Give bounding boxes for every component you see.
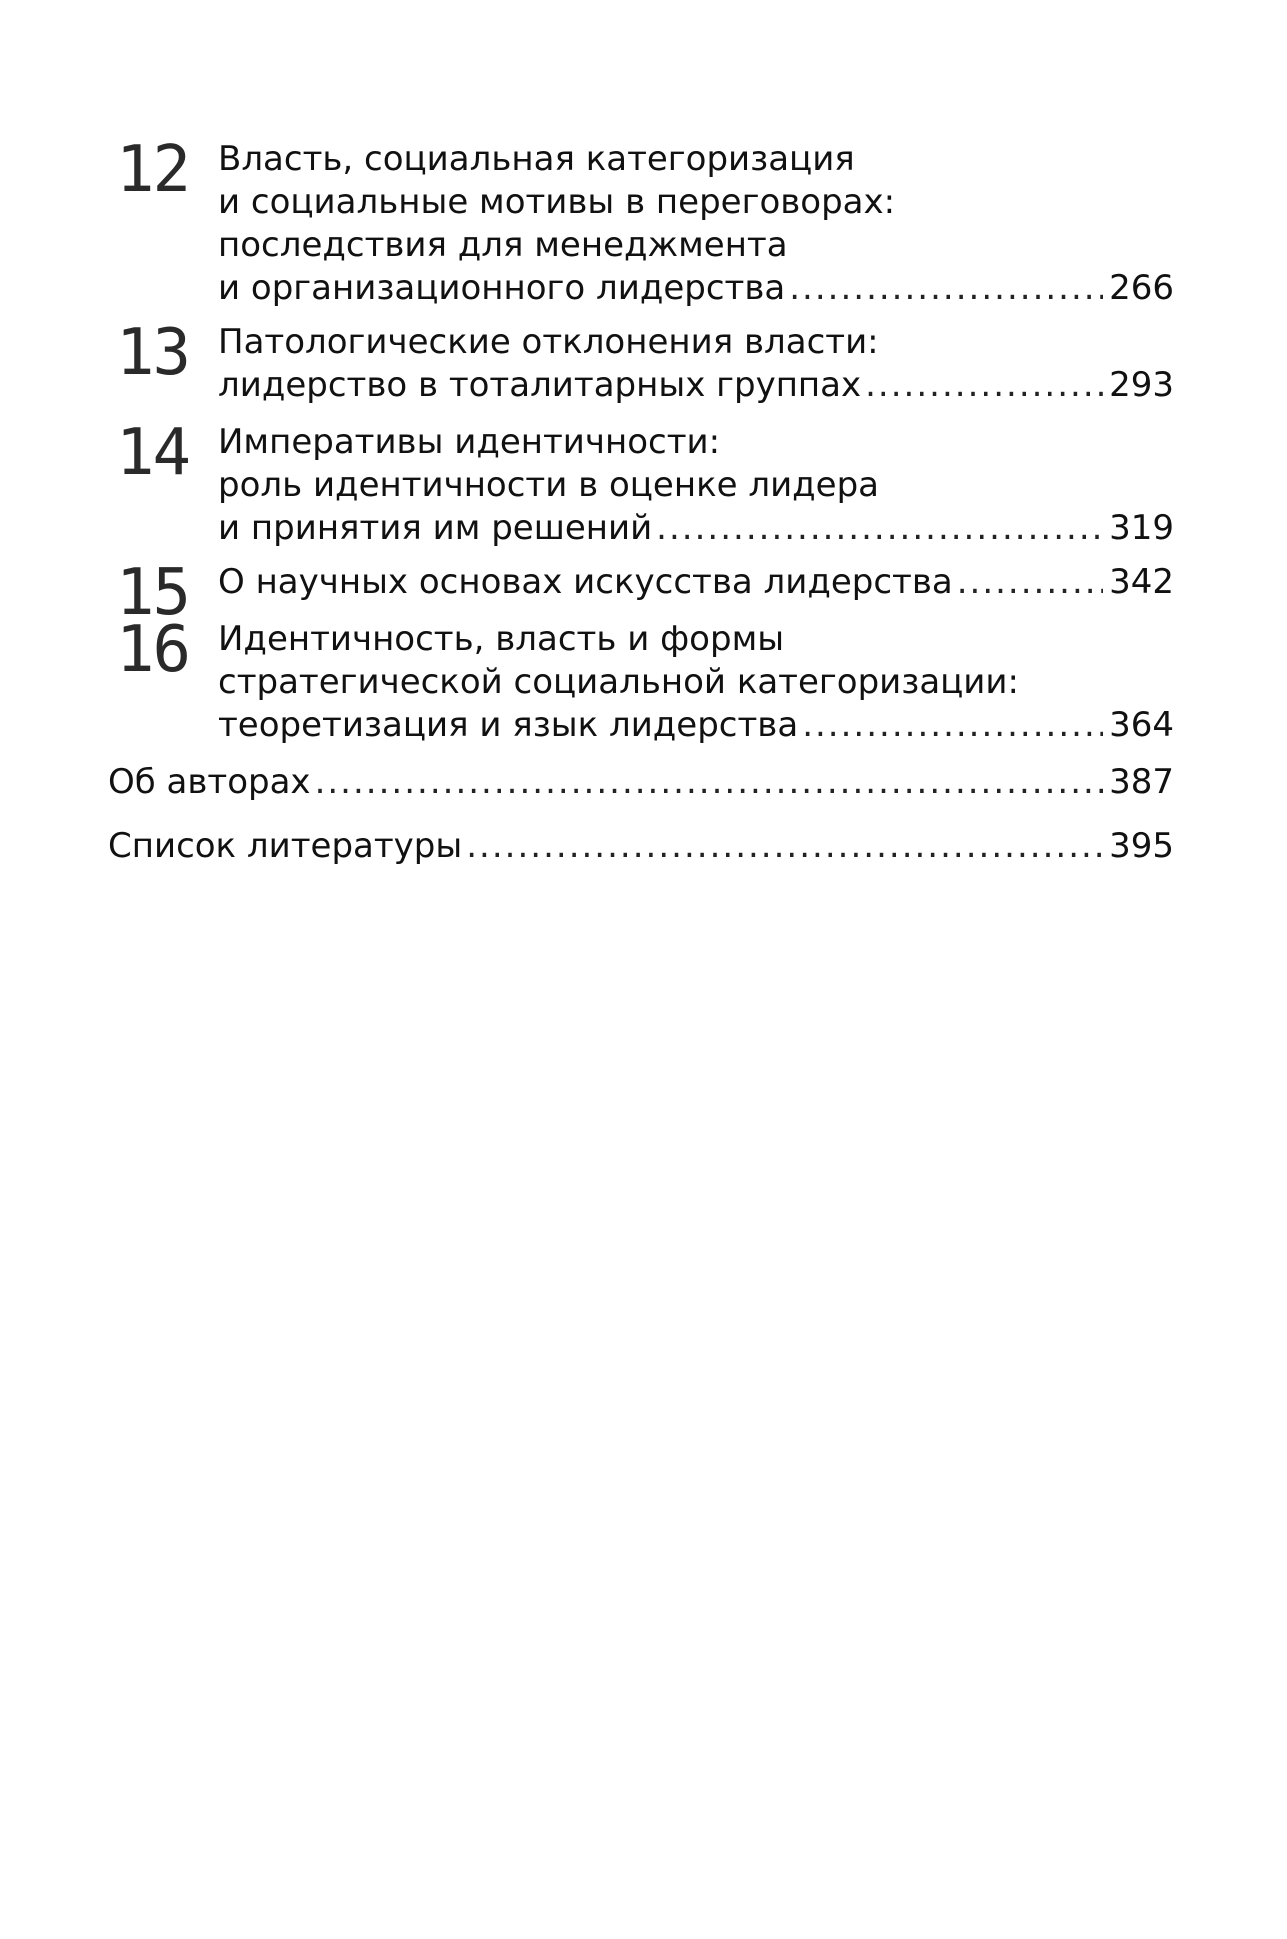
dot-leader: [865, 364, 1103, 407]
entry-title-line: [218, 561, 1174, 604]
page-number: 266: [1109, 268, 1174, 308]
entry-title-text: Идентичность, власть и формы: [218, 619, 785, 659]
entry-title-line: [218, 321, 1174, 364]
page-number: 319: [1109, 508, 1174, 548]
toc-entry-chapter-13[interactable]: [108, 316, 1174, 407]
entry-title-text: последствия для менеджмента: [218, 225, 788, 265]
chapter-number: 14: [116, 416, 190, 490]
entry-title-text: Патологические отклонения власти:: [218, 322, 879, 362]
page-number: 387: [1109, 762, 1174, 802]
page-number: 342: [1109, 562, 1174, 602]
entry-title-text: лидерство в тоталитарных группах: [218, 365, 862, 405]
dot-leader: [957, 561, 1103, 604]
entry-title-line: [218, 464, 1174, 507]
toc-entry-chapter-14[interactable]: [108, 416, 1174, 550]
dot-leader: [656, 507, 1103, 550]
entry-title-line: [218, 181, 1174, 224]
entry-title-text: О научных основах искусства лидерства: [218, 562, 953, 602]
page-number: 395: [1109, 826, 1174, 866]
entry-title-line: [218, 364, 1174, 407]
entry-title-line: [218, 138, 1174, 181]
chapter-number: 13: [116, 316, 190, 390]
entry-title-text: теоретизация и язык лидерства: [218, 705, 799, 745]
toc-entry-chapter-12[interactable]: [108, 133, 1174, 310]
entry-title-line: [218, 618, 1174, 661]
entry-title-line: [218, 421, 1174, 464]
entry-title-line: [218, 704, 1174, 747]
entry-title-text: Список литературы: [108, 826, 463, 866]
toc-entry-references[interactable]: [108, 825, 1174, 868]
dot-leader: [802, 704, 1103, 747]
chapter-number: 12: [116, 133, 190, 207]
page-number: 364: [1109, 705, 1174, 745]
dot-leader: [789, 267, 1103, 310]
entry-title-line: [218, 224, 1174, 267]
entry-title-text: роль идентичности в оценке лидера: [218, 465, 880, 505]
toc-entry-about-authors[interactable]: [108, 761, 1174, 804]
entry-title-text: стратегической социальной категоризации:: [218, 662, 1019, 702]
entry-title-text: Об авторах: [108, 762, 311, 802]
toc-entry-chapter-15[interactable]: [108, 556, 1174, 630]
table-of-contents: [108, 133, 1174, 868]
entry-title-text: Власть, социальная категоризация: [218, 139, 855, 179]
dot-leader: [315, 761, 1104, 804]
chapter-number: 16: [116, 613, 190, 687]
dot-leader: [466, 825, 1103, 868]
entry-title-text: Императивы идентичности:: [218, 422, 721, 462]
page-number: 293: [1109, 365, 1174, 405]
entry-title-text: и социальные мотивы в переговорах:: [218, 182, 896, 222]
entry-title-line: [218, 661, 1174, 704]
entry-title-line: [218, 267, 1174, 310]
chapter-number: 15: [116, 556, 190, 630]
toc-entry-chapter-16[interactable]: [108, 613, 1174, 747]
entry-title-line: [218, 507, 1174, 550]
entry-title-text: и организационного лидерства: [218, 268, 786, 308]
entry-title-text: и принятия им решений: [218, 508, 653, 548]
